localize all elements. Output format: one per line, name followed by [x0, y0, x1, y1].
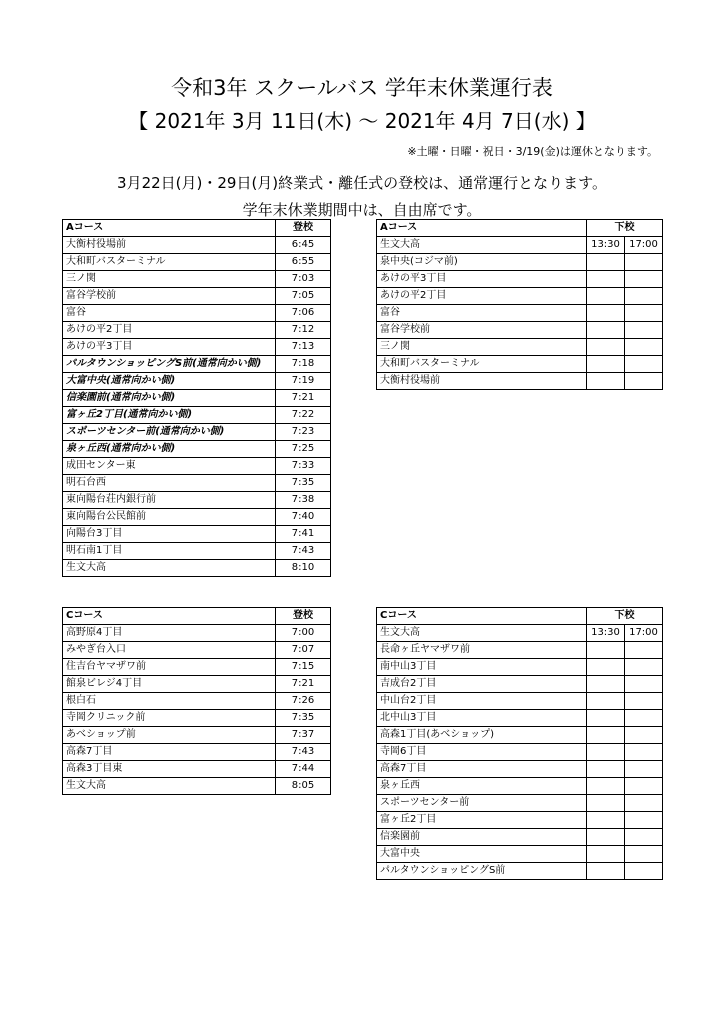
table-row — [377, 829, 663, 846]
stop-name: 高森1丁目(あべショップ) — [377, 727, 587, 744]
table-row — [63, 727, 331, 744]
ceremony-note: 3月22日(月)・29日(月)終業式・離任式の登校は、通常運行となります。 — [117, 174, 607, 192]
table-row — [377, 288, 663, 305]
stop-time: 8:10 — [276, 560, 331, 577]
stop-time: 7:03 — [276, 271, 331, 288]
stop-name: 富谷学校前 — [377, 322, 587, 339]
stop-name: 生文大高 — [377, 237, 587, 254]
direction-label: 下校 — [587, 220, 663, 237]
table-row — [377, 812, 663, 829]
empty-time-cell — [587, 744, 625, 761]
stop-name: 泉ヶ丘西(通常向かい側) — [63, 441, 276, 458]
stop-time: 7:43 — [276, 543, 331, 560]
stop-name: みやぎ台入口 — [63, 642, 276, 659]
stop-name: 高森7丁目 — [377, 761, 587, 778]
table-row — [377, 642, 663, 659]
stop-name: 富谷 — [377, 305, 587, 322]
stop-name: 富ヶ丘2丁目(通常向かい側) — [63, 407, 276, 424]
departure-time: 13:30 — [587, 237, 625, 254]
stop-time: 7:43 — [276, 744, 331, 761]
stop-name: あけの平3丁目 — [377, 271, 587, 288]
table-row — [377, 846, 663, 863]
table-row — [377, 778, 663, 795]
page-title: 令和3年 スクールバス 学年末休業運行表 — [171, 76, 553, 100]
stop-name: 大衡村役場前 — [377, 373, 587, 390]
table-row — [63, 441, 331, 458]
empty-time-cell — [587, 795, 625, 812]
stop-time: 7:22 — [276, 407, 331, 424]
stop-time: 6:45 — [276, 237, 331, 254]
stop-time: 7:18 — [276, 356, 331, 373]
period-title: 【 2021年 3月 11日(木) ～ 2021年 4月 7日(水) 】 — [128, 109, 596, 133]
table-row — [63, 778, 331, 795]
stop-time: 6:55 — [276, 254, 331, 271]
departure-time: 17:00 — [625, 237, 663, 254]
stop-time: 7:13 — [276, 339, 331, 356]
stop-name: 北中山3丁目 — [377, 710, 587, 727]
stop-name: 成田センター東 — [63, 458, 276, 475]
empty-time-cell — [587, 254, 625, 271]
empty-time-cell — [587, 812, 625, 829]
stop-name: 寺岡6丁目 — [377, 744, 587, 761]
empty-time-cell — [625, 846, 663, 863]
table-row — [63, 659, 331, 676]
table-row — [63, 693, 331, 710]
table-row — [63, 492, 331, 509]
stop-time: 7:21 — [276, 676, 331, 693]
stop-name: 館泉ビレジ4丁目 — [63, 676, 276, 693]
stop-time: 7:19 — [276, 373, 331, 390]
direction-label: 登校 — [276, 608, 331, 625]
stop-time: 7:38 — [276, 492, 331, 509]
stop-time: 7:37 — [276, 727, 331, 744]
empty-time-cell — [625, 339, 663, 356]
table-row — [63, 509, 331, 526]
stop-name: スポーツセンター前 — [377, 795, 587, 812]
stop-time: 7:33 — [276, 458, 331, 475]
stop-name: 高森3丁目東 — [63, 761, 276, 778]
stop-name: 東向陽台荘内銀行前 — [63, 492, 276, 509]
stop-time: 7:26 — [276, 693, 331, 710]
holiday-note: ※土曜・日曜・祝日・3/19(金)は運休となります。 — [407, 145, 658, 158]
table-row — [63, 407, 331, 424]
table-row — [63, 625, 331, 642]
stop-name: 信楽園前(通常向かい側) — [63, 390, 276, 407]
table-row — [63, 458, 331, 475]
stop-time: 7:07 — [276, 642, 331, 659]
table-row — [377, 373, 663, 390]
table-row — [63, 526, 331, 543]
empty-time-cell — [625, 778, 663, 795]
stop-name: 生文大高 — [63, 560, 276, 577]
stop-name: 大和町バスターミナル — [63, 254, 276, 271]
stop-name: パルタウンショッピングS前(通常向かい側) — [63, 356, 276, 373]
stop-name: 明石台西 — [63, 475, 276, 492]
table-row — [63, 237, 331, 254]
empty-time-cell — [587, 322, 625, 339]
empty-time-cell — [625, 744, 663, 761]
table-row — [377, 676, 663, 693]
empty-time-cell — [587, 761, 625, 778]
table-row — [63, 475, 331, 492]
stop-time: 7:00 — [276, 625, 331, 642]
direction-label: 登校 — [276, 220, 331, 237]
table-row — [377, 727, 663, 744]
stop-name: パルタウンショッピングS前 — [377, 863, 587, 880]
course-label: Cコース — [377, 608, 587, 625]
stop-name: 三ノ関 — [377, 339, 587, 356]
empty-time-cell — [587, 288, 625, 305]
stop-time: 8:05 — [276, 778, 331, 795]
empty-time-cell — [625, 829, 663, 846]
empty-time-cell — [587, 659, 625, 676]
empty-time-cell — [625, 761, 663, 778]
empty-time-cell — [587, 642, 625, 659]
stop-name: 泉ヶ丘西 — [377, 778, 587, 795]
empty-time-cell — [625, 710, 663, 727]
table-row — [377, 356, 663, 373]
stop-time: 7:25 — [276, 441, 331, 458]
table-row — [63, 322, 331, 339]
empty-time-cell — [625, 322, 663, 339]
stop-name: 泉中央(コジマ前) — [377, 254, 587, 271]
stop-time: 7:06 — [276, 305, 331, 322]
stop-name: 大富中央(通常向かい側) — [63, 373, 276, 390]
stop-time: 7:05 — [276, 288, 331, 305]
stop-name: 根白石 — [63, 693, 276, 710]
table-row — [63, 642, 331, 659]
stop-name: 大和町バスターミナル — [377, 356, 587, 373]
stop-time: 7:44 — [276, 761, 331, 778]
empty-time-cell — [625, 288, 663, 305]
stop-name: 高森7丁目 — [63, 744, 276, 761]
empty-time-cell — [625, 659, 663, 676]
empty-time-cell — [625, 305, 663, 322]
stop-name: 寺岡クリニック前 — [63, 710, 276, 727]
stop-time: 7:12 — [276, 322, 331, 339]
stop-name: 吉成台2丁目 — [377, 676, 587, 693]
table-row — [63, 373, 331, 390]
empty-time-cell — [587, 778, 625, 795]
table-row — [377, 693, 663, 710]
table-row — [377, 305, 663, 322]
stop-name: 大富中央 — [377, 846, 587, 863]
table-row — [377, 710, 663, 727]
course-label: Aコース — [377, 220, 587, 237]
empty-time-cell — [587, 727, 625, 744]
table-row — [63, 424, 331, 441]
empty-time-cell — [587, 305, 625, 322]
direction-label: 下校 — [587, 608, 663, 625]
table-row — [377, 761, 663, 778]
stop-name: あべショップ前 — [63, 727, 276, 744]
empty-time-cell — [587, 339, 625, 356]
empty-time-cell — [625, 863, 663, 880]
empty-time-cell — [625, 271, 663, 288]
table-row — [63, 305, 331, 322]
table-row — [377, 659, 663, 676]
empty-time-cell — [625, 795, 663, 812]
departure-time: 17:00 — [625, 625, 663, 642]
stop-name: あけの平2丁目 — [63, 322, 276, 339]
table-row — [63, 543, 331, 560]
stop-name: 生文大高 — [377, 625, 587, 642]
departure-time: 13:30 — [587, 625, 625, 642]
stop-name: 住吉台ヤマザワ前 — [63, 659, 276, 676]
empty-time-cell — [587, 693, 625, 710]
stop-name: スポーツセンター前(通常向かい側) — [63, 424, 276, 441]
stop-time: 7:35 — [276, 475, 331, 492]
stop-name: 南中山3丁目 — [377, 659, 587, 676]
course-label: Aコース — [63, 220, 276, 237]
stop-time: 7:21 — [276, 390, 331, 407]
table-row — [63, 761, 331, 778]
table-row — [377, 863, 663, 880]
stop-time: 7:35 — [276, 710, 331, 727]
empty-time-cell — [587, 373, 625, 390]
stop-name: 明石南1丁目 — [63, 543, 276, 560]
course-label: Cコース — [63, 608, 276, 625]
stop-name: 大衡村役場前 — [63, 237, 276, 254]
table-row — [63, 254, 331, 271]
empty-time-cell — [625, 356, 663, 373]
empty-time-cell — [587, 271, 625, 288]
stop-name: 長命ヶ丘ヤマザワ前 — [377, 642, 587, 659]
empty-time-cell — [625, 727, 663, 744]
stop-name: 向陽台3丁目 — [63, 526, 276, 543]
table-row — [63, 271, 331, 288]
empty-time-cell — [587, 863, 625, 880]
stop-time: 7:40 — [276, 509, 331, 526]
stop-name: 富ヶ丘2丁目 — [377, 812, 587, 829]
course-a-down-table — [376, 219, 663, 390]
seat-note: 学年末休業期間中は、自由席です。 — [242, 201, 482, 219]
empty-time-cell — [625, 373, 663, 390]
empty-time-cell — [587, 676, 625, 693]
table-row — [63, 356, 331, 373]
table-row — [63, 710, 331, 727]
table-row — [63, 560, 331, 577]
stop-time: 7:15 — [276, 659, 331, 676]
empty-time-cell — [625, 676, 663, 693]
stop-name: 富谷 — [63, 305, 276, 322]
empty-time-cell — [625, 693, 663, 710]
table-row — [63, 288, 331, 305]
stop-name: 高野原4丁目 — [63, 625, 276, 642]
table-row — [377, 271, 663, 288]
table-row — [377, 254, 663, 271]
empty-time-cell — [587, 829, 625, 846]
empty-time-cell — [625, 254, 663, 271]
course-c-down-table — [376, 607, 663, 880]
stop-name: 富谷学校前 — [63, 288, 276, 305]
empty-time-cell — [587, 846, 625, 863]
stop-time: 7:41 — [276, 526, 331, 543]
stop-name: 生文大高 — [63, 778, 276, 795]
table-row — [377, 322, 663, 339]
empty-time-cell — [625, 642, 663, 659]
stop-name: あけの平2丁目 — [377, 288, 587, 305]
table-row — [63, 676, 331, 693]
stop-name: 東向陽台公民館前 — [63, 509, 276, 526]
stop-name: あけの平3丁目 — [63, 339, 276, 356]
stop-name: 信楽園前 — [377, 829, 587, 846]
empty-time-cell — [587, 356, 625, 373]
empty-time-cell — [587, 710, 625, 727]
course-c-up-table — [62, 607, 331, 795]
table-row — [63, 339, 331, 356]
table-row — [377, 744, 663, 761]
stop-time: 7:23 — [276, 424, 331, 441]
table-row — [377, 795, 663, 812]
empty-time-cell — [625, 812, 663, 829]
course-a-up-table — [62, 219, 331, 577]
table-row — [377, 339, 663, 356]
table-row — [63, 390, 331, 407]
stop-name: 中山台2丁目 — [377, 693, 587, 710]
table-row — [63, 744, 331, 761]
stop-name: 三ノ関 — [63, 271, 276, 288]
